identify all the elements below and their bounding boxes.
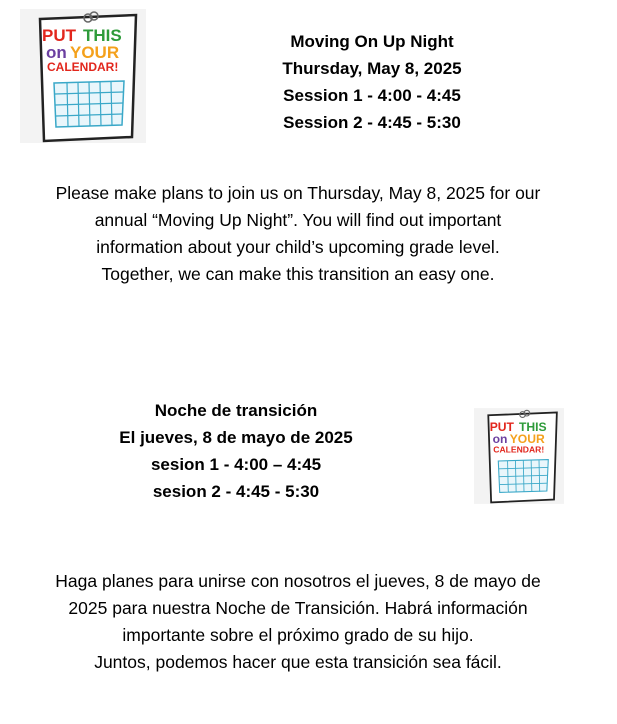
event-title: Noche de transición <box>154 401 318 420</box>
session-1-time: Session 1 - 4:00 - 4:45 <box>283 86 461 105</box>
paragraph-line: Juntos, podemos hacer que esta transición sea fácil. <box>94 652 502 672</box>
paragraph-line: Haga planes para unirse con nosotros el jueves, 8 de mayo de <box>55 571 541 591</box>
svg-text:YOUR: YOUR <box>509 432 545 447</box>
paragraph-line: Together, we can make this transition an easy one. <box>101 264 495 284</box>
svg-text:THIS: THIS <box>83 26 122 45</box>
svg-text:on: on <box>46 43 67 62</box>
english-invitation-paragraph <box>8 180 588 288</box>
paragraph-line: annual “Moving Up Night”. You will find out important <box>94 210 502 230</box>
event-title: Moving On Up Night <box>290 32 454 51</box>
svg-text:CALENDAR!: CALENDAR! <box>47 60 119 74</box>
event-date: El jueves, 8 de mayo de 2025 <box>119 428 353 447</box>
svg-text:PUT: PUT <box>42 26 76 45</box>
svg-text:CALENDAR!: CALENDAR! <box>493 444 545 455</box>
english-event-heading <box>232 28 512 136</box>
session-1-time: sesion 1 - 4:00 – 4:45 <box>150 455 322 474</box>
paragraph-line: Please make plans to join us on Thursday, May 8, 2025 for our <box>55 183 541 203</box>
spanish-invitation-paragraph <box>8 568 588 676</box>
svg-text:PUT: PUT <box>489 420 514 434</box>
svg-text:on: on <box>492 432 508 447</box>
svg-text:YOUR: YOUR <box>70 43 120 62</box>
svg-text:THIS: THIS <box>519 420 547 434</box>
paragraph-line: information about your child’s upcoming grade level. <box>96 237 500 257</box>
put-this-on-your-calendar-clipart-bottom <box>474 408 564 504</box>
event-date: Thursday, May 8, 2025 <box>282 59 462 78</box>
session-2-time: sesion 2 - 4:45 - 5:30 <box>152 482 320 501</box>
spanish-event-heading <box>96 397 376 505</box>
paragraph-line: importante sobre el próximo grado de su hijo. <box>122 625 474 645</box>
paragraph-line: 2025 para nuestra Noche de Transición. Habrá información <box>68 598 528 618</box>
session-2-time: Session 2 - 4:45 - 5:30 <box>283 113 461 132</box>
put-this-on-your-calendar-clipart-top <box>20 9 146 143</box>
